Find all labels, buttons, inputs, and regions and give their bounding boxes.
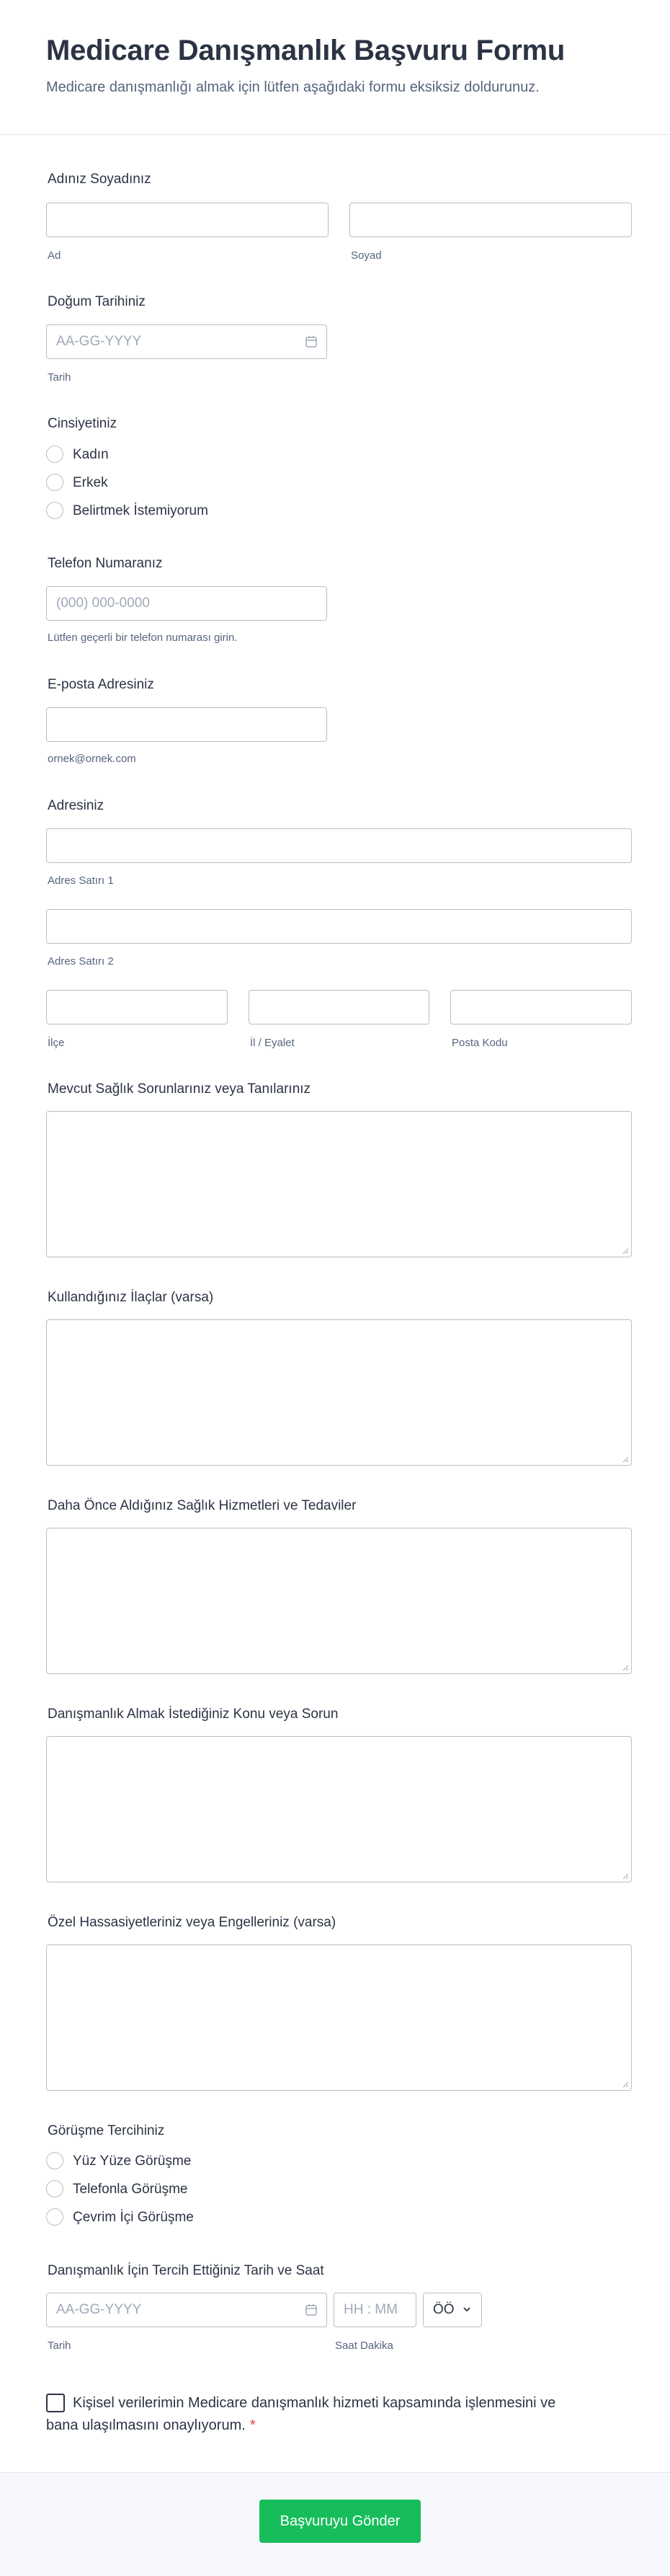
resize-handle-icon[interactable] [622,2081,629,2088]
birth-date-label: Doğum Tarihiniz [48,294,146,309]
required-asterisk: * [249,2417,256,2433]
chevron-down-icon [461,2303,473,2315]
services-label: Daha Önce Aldığınız Sağlık Hizmetleri ve Tedaviler [48,1498,357,1513]
ampm-value: ÖÖ [433,2302,455,2317]
calendar-icon[interactable] [305,335,318,348]
name-label: Adınız Soyadınız [48,172,151,187]
address-line2-sublabel: Adres Satırı 2 [48,955,114,968]
radio-button[interactable] [46,446,63,463]
birth-date-sublabel: Tarih [48,371,71,384]
resize-handle-icon[interactable] [622,1664,629,1671]
email-input[interactable] [46,707,327,742]
preferred-time-sublabel: Saat Dakika [335,2340,393,2352]
preferred-date-sublabel: Tarih [48,2340,71,2352]
phone-input[interactable] [46,586,327,621]
last-name-sublabel: Soyad [351,249,382,262]
topic-textarea[interactable] [46,1736,632,1882]
first-name-input[interactable] [46,203,329,237]
state-sublabel: İl / Eyalet [250,1037,295,1049]
last-name-input[interactable] [349,203,632,237]
form-footer [0,2472,670,2576]
address-line1-input[interactable] [46,828,632,863]
phone-sublabel: Lütfen geçerli bir telefon numarası girin. [48,632,238,644]
datetime-label: Danışmanlık İçin Tercih Ettiğiniz Tarih ve Saat [48,2263,324,2278]
radio-button[interactable] [46,2152,63,2169]
birth-date-input[interactable] [46,324,327,359]
topic-label: Danışmanlık Almak İstediğiniz Konu veya Sorun [48,1707,339,1722]
radio-button[interactable] [46,474,63,491]
zip-input[interactable] [450,990,632,1024]
zip-sublabel: Posta Kodu [452,1037,508,1049]
ampm-select[interactable] [423,2293,482,2327]
address-label: Adresiniz [48,798,104,813]
calendar-icon[interactable] [305,2303,318,2316]
preferred-time-placeholder: HH : MM [344,2302,398,2317]
city-input[interactable] [46,990,228,1024]
meeting-option-label: Telefonla Görüşme [73,2182,188,2197]
form-subtitle: Medicare danışmanlığı almak için lütfen aşağıdaki formu eksiksiz doldurunuz. [46,79,540,95]
birth-date-placeholder: AA-GG-YYYY [56,334,142,349]
consent-text-block [46,2392,579,2437]
email-label: E-posta Adresiniz [48,677,154,692]
conditions-textarea[interactable] [46,1111,632,1257]
meeting-option-label: Çevrim İçi Görüşme [73,2210,194,2225]
submit-button[interactable]: Başvuruyu Gönder [259,2500,421,2543]
resize-handle-icon[interactable] [622,1247,629,1254]
services-textarea[interactable] [46,1528,632,1674]
preferred-time-input[interactable] [334,2293,416,2327]
needs-textarea[interactable] [46,1944,632,2091]
first-name-sublabel: Ad [48,249,61,262]
address-line2-input[interactable] [46,909,632,944]
medications-label: Kullandığınız İlaçlar (varsa) [48,1290,214,1305]
email-sublabel: ornek@ornek.com [48,753,136,765]
radio-button[interactable] [46,2180,63,2197]
form-title: Medicare Danışmanlık Başvuru Formu [46,35,566,66]
meeting-label: Görüşme Tercihiniz [48,2123,165,2138]
resize-handle-icon[interactable] [622,1456,629,1463]
address-line1-sublabel: Adres Satırı 1 [48,875,114,887]
phone-placeholder: (000) 000-0000 [56,596,150,611]
gender-option-label: Belirtmek İstemiyorum [73,503,208,518]
form-header [0,0,670,135]
conditions-label: Mevcut Sağlık Sorunlarınız veya Tanılarınız [48,1081,311,1097]
meeting-option-label: Yüz Yüze Görüşme [73,2154,192,2169]
state-input[interactable] [249,990,429,1024]
needs-label: Özel Hassasiyetleriniz veya Engelleriniz (varsa) [48,1915,336,1930]
radio-button[interactable] [46,2208,63,2226]
radio-button[interactable] [46,502,63,519]
gender-option-label: Kadın [73,447,109,462]
preferred-date-placeholder: AA-GG-YYYY [56,2302,142,2317]
medications-textarea[interactable] [46,1319,632,1466]
preferred-date-input[interactable] [46,2293,327,2327]
gender-label: Cinsiyetiniz [48,416,117,431]
phone-label: Telefon Numaranız [48,556,163,571]
city-sublabel: İlçe [48,1037,65,1049]
consent-text: Kişisel verilerimin Medicare danışmanlık hizmeti kapsamında işlenmesini ve bana ulaşılmasını onaylıyorum. [46,2395,556,2433]
resize-handle-icon[interactable] [622,1872,629,1880]
gender-option-label: Erkek [73,475,108,490]
